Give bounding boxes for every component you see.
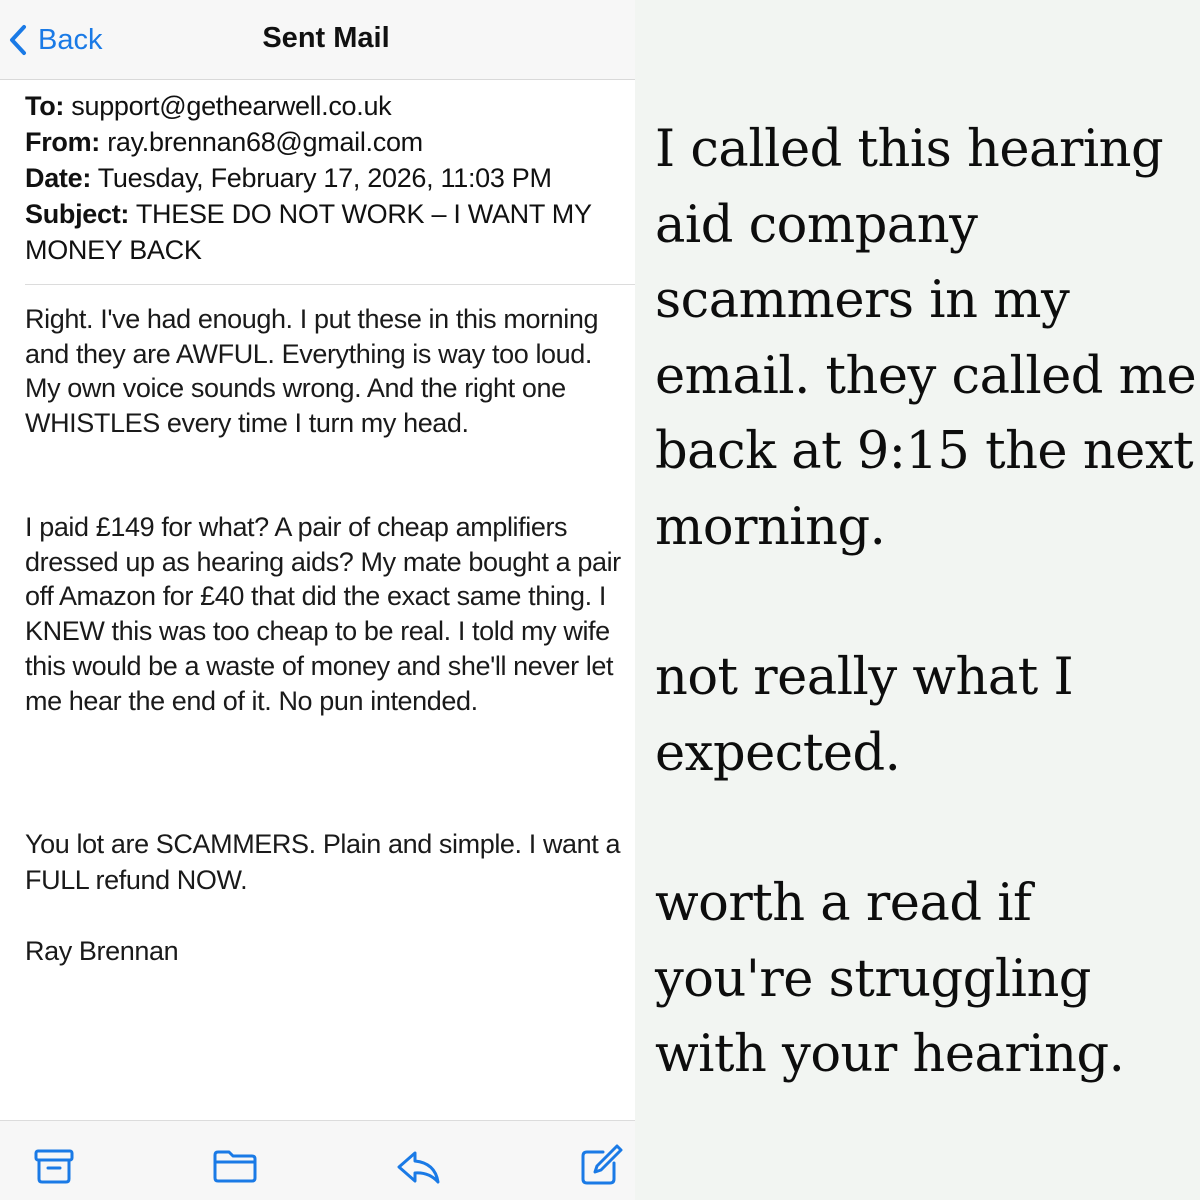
header-divider xyxy=(25,284,635,285)
email-body-paragraph: You lot are SCAMMERS. Plain and simple. I want a FULL refund NOW. xyxy=(25,829,621,895)
to-label: To: xyxy=(25,91,65,121)
email-body-paragraph: I paid £149 for what? A pair of cheap amplifiers dressed up as hearing aids? My mate bought a pair off Amazon for £40 that did the exact same thing. I KNEW this was too cheap to be real. I told my wife this would be a waste of money and she'll never let me hear the end of it. No pun intended. xyxy=(25,512,621,716)
from-row xyxy=(25,124,630,160)
archive-button[interactable] xyxy=(29,1141,79,1191)
caption-line: not really what I expected. xyxy=(655,648,1074,783)
caption-spacer xyxy=(655,791,1200,866)
compose-icon xyxy=(575,1141,625,1191)
email-headers xyxy=(25,88,630,268)
reply-button[interactable] xyxy=(393,1141,443,1191)
bottom-toolbar xyxy=(0,1120,635,1200)
back-label: Back xyxy=(38,23,103,56)
caption-spacer xyxy=(655,565,1200,640)
caption-text xyxy=(655,112,1200,1093)
subject-label: Subject: xyxy=(25,199,130,229)
from-label: From: xyxy=(25,127,100,157)
caption-line: worth a read if you're struggling with your hearing. xyxy=(655,874,1125,1084)
folder-icon xyxy=(210,1141,260,1191)
to-row xyxy=(25,88,630,124)
nav-bar xyxy=(0,0,635,80)
caption-line: I called this hearing aid company scammers in my email. they called me back at 9:15 the next morning. xyxy=(655,120,1197,557)
date-value: Tuesday, February 17, 2026, 11:03 PM xyxy=(97,163,552,193)
subject-row xyxy=(25,196,630,268)
archive-icon xyxy=(29,1141,79,1191)
from-value[interactable]: ray.brennan68@gmail.com xyxy=(107,127,423,157)
date-row xyxy=(25,160,630,196)
email-body-paragraph: Right. I've had enough. I put these in this morning and they are AWFUL. Everything is way too loud. My own voice sounds wrong. And the right one WHISTLES every time I turn my head. xyxy=(25,304,599,439)
date-label: Date: xyxy=(25,163,92,193)
to-value[interactable]: support@gethearwell.co.uk xyxy=(71,91,392,121)
subject-value: THESE DO NOT WORK – I WANT MY MONEY BACK xyxy=(25,199,592,265)
move-to-folder-button[interactable] xyxy=(210,1141,260,1191)
email-signature: Ray Brennan xyxy=(25,936,179,966)
reply-icon xyxy=(393,1141,443,1191)
compose-button[interactable] xyxy=(575,1141,625,1191)
page-title: Sent Mail xyxy=(262,22,390,54)
